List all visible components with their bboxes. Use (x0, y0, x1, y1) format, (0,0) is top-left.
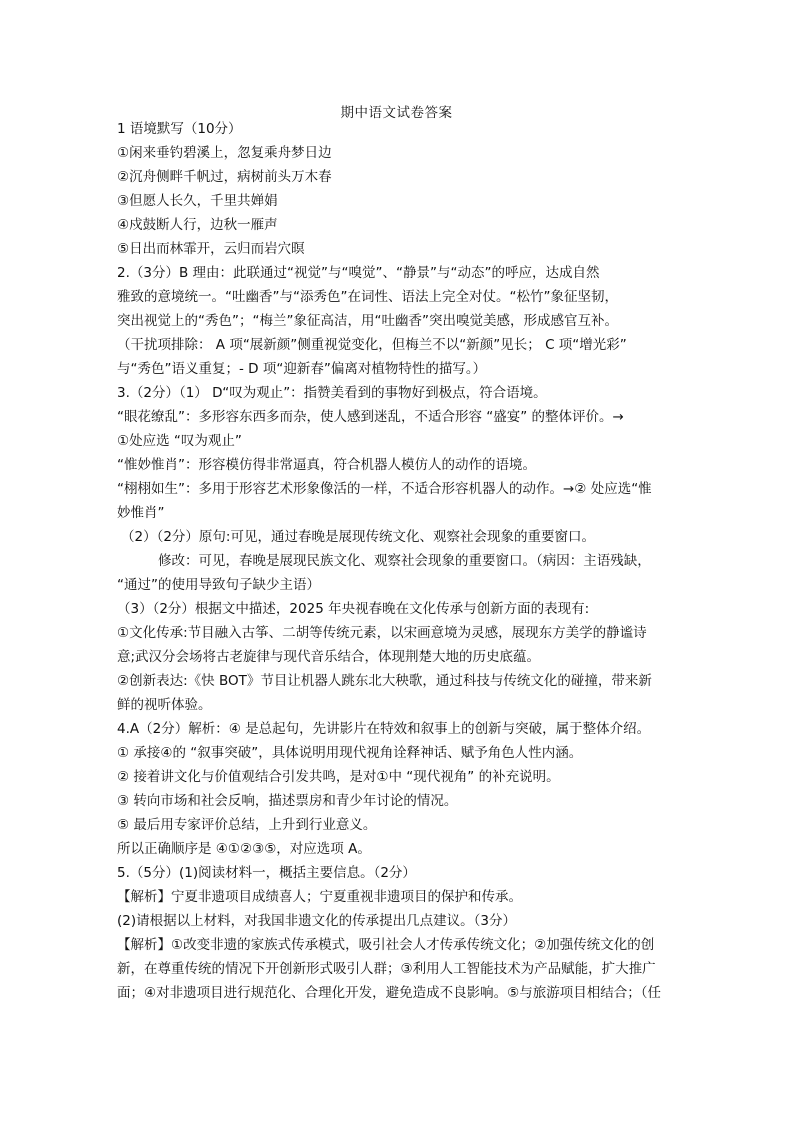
answer-line: 新，在尊重传统的情况下开创新形式吸引人群；③利用人工智能技术为产品赋能，扩大推广 (117, 961, 656, 977)
answer-line: ③但愿人长久，千里共婵娟 (117, 193, 278, 209)
answer-line: ①处应选 “叹为观止” (117, 433, 242, 449)
answer-line: ②创新表达:《快 BOT》节目让机器人跳东北大秧歌，通过科技与传统文化的碰撞，带来新 (117, 673, 652, 689)
answer-line: （干扰项排除： A 项“展新颜”侧重视觉变化，但梅兰不以“新颜”见长； C 项“增光彩” (117, 337, 627, 353)
answer-line: ⑤日出而林霏开，云归而岩穴暝 (117, 241, 305, 257)
answer-line: ⑤ 最后用专家评价总结，上升到行业意义。 (117, 817, 377, 833)
answer-line: 面；④对非遗项目进行规范化、合理化开发，避免造成不良影响。⑤与旅游项目相结合；（任 (117, 985, 661, 1001)
answer-line: 5.（5分）(1)阅读材料一，概括主要信息。（2分） (117, 865, 416, 881)
answer-line: 所以正确顺序是 ④①②③⑤，对应选项 A。 (117, 841, 371, 857)
answer-line: 4.A（2分）解析：④ 是总起句，先讲影片在特效和叙事上的创新与突破，属于整体介绍。 (117, 721, 651, 737)
answer-line: ③ 转向市场和社会反响，描述票房和青少年讨论的情况。 (117, 793, 458, 809)
answer-line: “通过”的使用导致句子缺少主语） (117, 577, 320, 593)
answer-line: （2）（2分）原句:可见，通过春晚是展现传统文化、观察社会现象的重要窗口。 (121, 529, 595, 545)
answer-line: “栩栩如生”：多用于形容艺术形象像活的一样，不适合形容机器人的动作。→② 处应选“惟 (117, 481, 652, 497)
answer-line: (2)请根据以上材料，对我国非遗文化的传承提出几点建议。（3分） (117, 913, 516, 929)
answer-line: 鲜的视听体验。 (117, 697, 212, 713)
answer-line: 【解析】宁夏非遗项目成绩喜人；宁夏重视非遗项目的保护和传承。 (117, 889, 522, 905)
answer-line: 突出视觉上的“秀色”；“梅兰”象征高洁，用“吐幽香”突出嗅觉美感，形成感官互补。 (117, 313, 618, 329)
answer-line: “眼花缭乱”：多形容东西多而杂，使人感到迷乱，不适合形容 “盛宴” 的整体评价。→ (117, 409, 624, 425)
answer-line: 雅致的意境统一。“吐幽香”与“添秀色”在词性、语法上完全对仗。“松竹”象征坚韧， (117, 289, 618, 305)
answer-line: 意;武汉分会场将古老旋律与现代音乐结合，体现荆楚大地的历史底蕴。 (117, 649, 541, 665)
answer-line: 1 语境默写（10分） (117, 121, 242, 137)
answer-line: ①闲来垂钓碧溪上，忽复乘舟梦日边 (117, 145, 332, 161)
answer-line: 与“秀色”语义重复；- D 项“迎新春”偏离对植物特性的描写。） (117, 361, 487, 377)
answer-line: 3.（2分）（1） D“叹为观止”：指赞美看到的事物好到极点，符合语境。 (117, 385, 547, 401)
answer-line: （3）（2分）根据文中描述，2025 年央视春晚在文化传承与创新方面的表现有: (117, 601, 590, 617)
answer-line: ① 承接④的 “叙事突破”，具体说明用现代视角诠释神话、赋予角色人性内涵。 (117, 745, 583, 761)
page-title: 期中语文试卷答案 (340, 105, 453, 121)
answer-line: 2.（3分）B 理由：此联通过“视觉”与“嗅觉”、“静景”与“动态”的呼应，达成自然 (117, 265, 600, 281)
answer-line: ②沉舟侧畔千帆过，病树前头万木春 (117, 169, 332, 185)
answer-line: 妙惟肖” (117, 505, 165, 521)
answer-line: 修改：可见，春晚是展现民族文化、观察社会现象的重要窗口。（病因：主语残缺， (158, 553, 651, 569)
answer-line: 【解析】①改变非遗的家族式传承模式，吸引社会人才传承传统文化；②加强传统文化的创 (117, 937, 655, 953)
answer-line: ①文化传承:节目融入古筝、二胡等传统元素，以宋画意境为灵感，展现东方美学的静谧诗 (117, 625, 647, 641)
answer-line: ② 接着讲文化与价值观结合引发共鸣，是对①中 “现代视角” 的补充说明。 (117, 769, 560, 785)
answer-line: “惟妙惟肖”：形容模仿得非常逼真，符合机器人模仿人的动作的语境。 (117, 457, 536, 473)
answer-line: ④戍鼓断人行，边秋一雁声 (117, 217, 278, 233)
